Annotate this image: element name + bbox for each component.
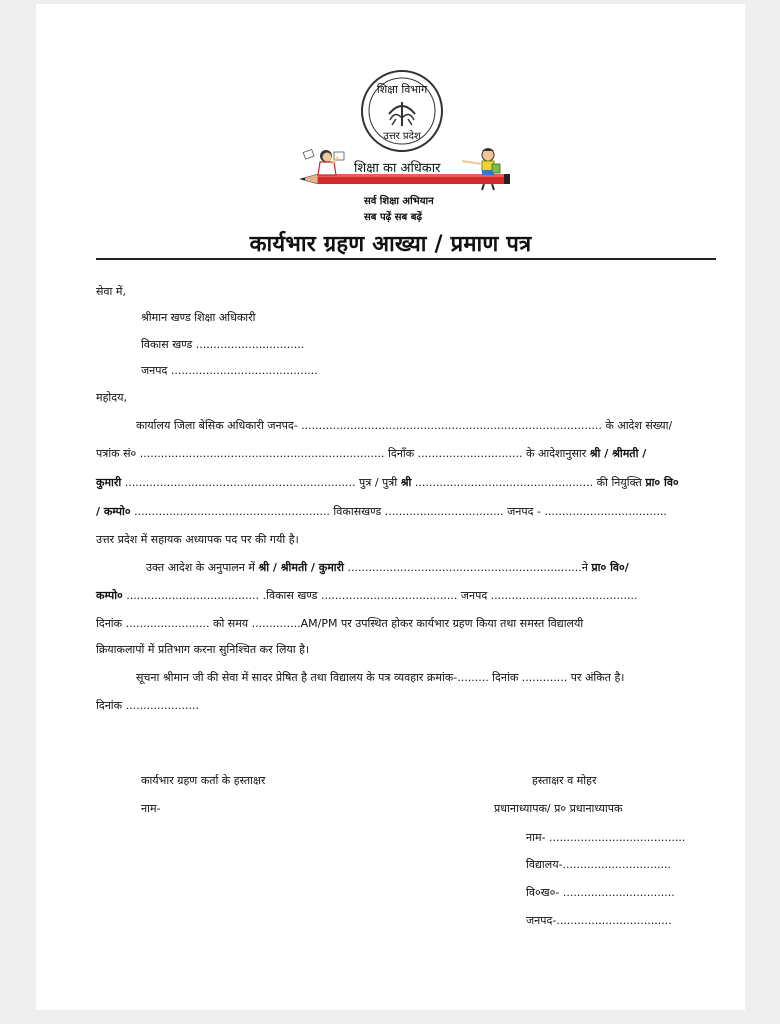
title-underline: [96, 258, 716, 260]
body-line-7: [96, 588, 638, 603]
signature-right-label: हस्ताक्षर व मोहर: [532, 774, 597, 787]
address-seva-me: सेवा में,: [96, 285, 126, 298]
signature-left-name: नाम-: [141, 802, 161, 815]
body-line-7-kampo: कम्पो०: [96, 589, 123, 602]
body-line-2-text: पत्रांक सं० ...................................................................... दिनाँक .............................. के आदेशानुसार: [96, 447, 587, 460]
body-line-4: [96, 504, 667, 519]
body-line-3-putra: .................................................................. पुत्र / पुत्री: [124, 476, 398, 489]
body-line-3-pravi: प्रा० वि०: [645, 476, 679, 489]
document-page: [36, 4, 745, 1010]
body-line-6-title: श्री / श्रीमती / कुमारी: [258, 561, 345, 574]
body-line-10: सूचना श्रीमान जी की सेवा में सादर प्रेषित है तथा विद्यालय के पत्र व्यवहार क्रमांक-......... दिनांक ............. पर अंकित है।: [136, 671, 625, 684]
salutation: महोदय,: [96, 391, 127, 404]
signature-right-janpad: जनपद-.................................: [526, 914, 672, 927]
signature-right-school: विद्यालय-...............................: [526, 858, 671, 871]
logo-slogan-1: सर्व शिक्षा अभियान: [364, 196, 434, 207]
body-line-4-kampo: / कम्पो०: [96, 505, 131, 518]
body-line-9: क्रियाकलापों में प्रतिभाग करना सुनिश्चित कर लिया है।: [96, 643, 310, 656]
body-line-2-title: श्री / श्रीमती /: [589, 447, 647, 460]
body-line-3-shri: श्री: [400, 476, 412, 489]
body-line-3-niyukti: ................................................... की नियुक्ति: [414, 476, 642, 489]
emblem-top-text: शिक्षा विभाग: [376, 83, 428, 96]
body-line-7-text: ...................................... .विकास खण्ड ....................................... जनपद ..........................................: [126, 589, 638, 602]
logo-slogan-2: सब पढ़ें सब बढ़ें: [364, 212, 423, 223]
body-line-3-kumari: कुमारी: [96, 476, 122, 489]
body-line-2: [96, 446, 646, 461]
emblem-bottom-text: उत्तर प्रदेश: [383, 131, 421, 142]
body-line-11-date: दिनांक .....................: [96, 699, 200, 712]
signature-right-role: प्रधानाध्यापक/ प्र० प्रधानाध्यापक: [494, 802, 623, 815]
signature-left-label: कार्यभार ग्रहण कर्ता के हस्ताक्षर: [141, 774, 266, 787]
signature-right-vikas-khand: वि०ख०- ................................: [526, 886, 675, 899]
body-line-6-pravi: प्रा० वि०/: [591, 561, 629, 574]
body-line-8: दिनांक ........................ को समय ..............AM/PM पर उपस्थित होकर कार्यभार ग्रहण किया तथा समस्त विद्यालयी: [96, 617, 584, 630]
signature-right-name: नाम- .......................................: [526, 831, 686, 844]
address-vikas-khand: विकास खण्ड ...............................: [141, 338, 305, 351]
body-line-6-text: उक्त आदेश के अनुपालन में: [146, 561, 255, 574]
document-title: कार्यभार ग्रहण आख्या / प्रमाण पत्र: [249, 232, 532, 257]
address-janpad: जनपद ..........................................: [141, 364, 318, 377]
body-line-5: उत्तर प्रदेश में सहायक अध्यापक पद पर की गयी है।: [96, 533, 299, 546]
body-line-6: [146, 560, 629, 575]
address-officer: श्रीमान खण्ड शिक्षा अधिकारी: [141, 311, 256, 324]
logo-tagline: शिक्षा का अधिकार: [354, 161, 441, 176]
body-line-4-text: ........................................................ विकासखण्ड .................................. जनपद - ...................................: [134, 505, 667, 518]
body-line-6-dots: ...................................................................ने: [347, 561, 588, 574]
body-line-1: कार्यालय जिला बेसिक अधिकारी जनपद- ...................................................................................... के आदेश संख्या/: [136, 419, 673, 432]
body-line-3: [96, 475, 679, 490]
